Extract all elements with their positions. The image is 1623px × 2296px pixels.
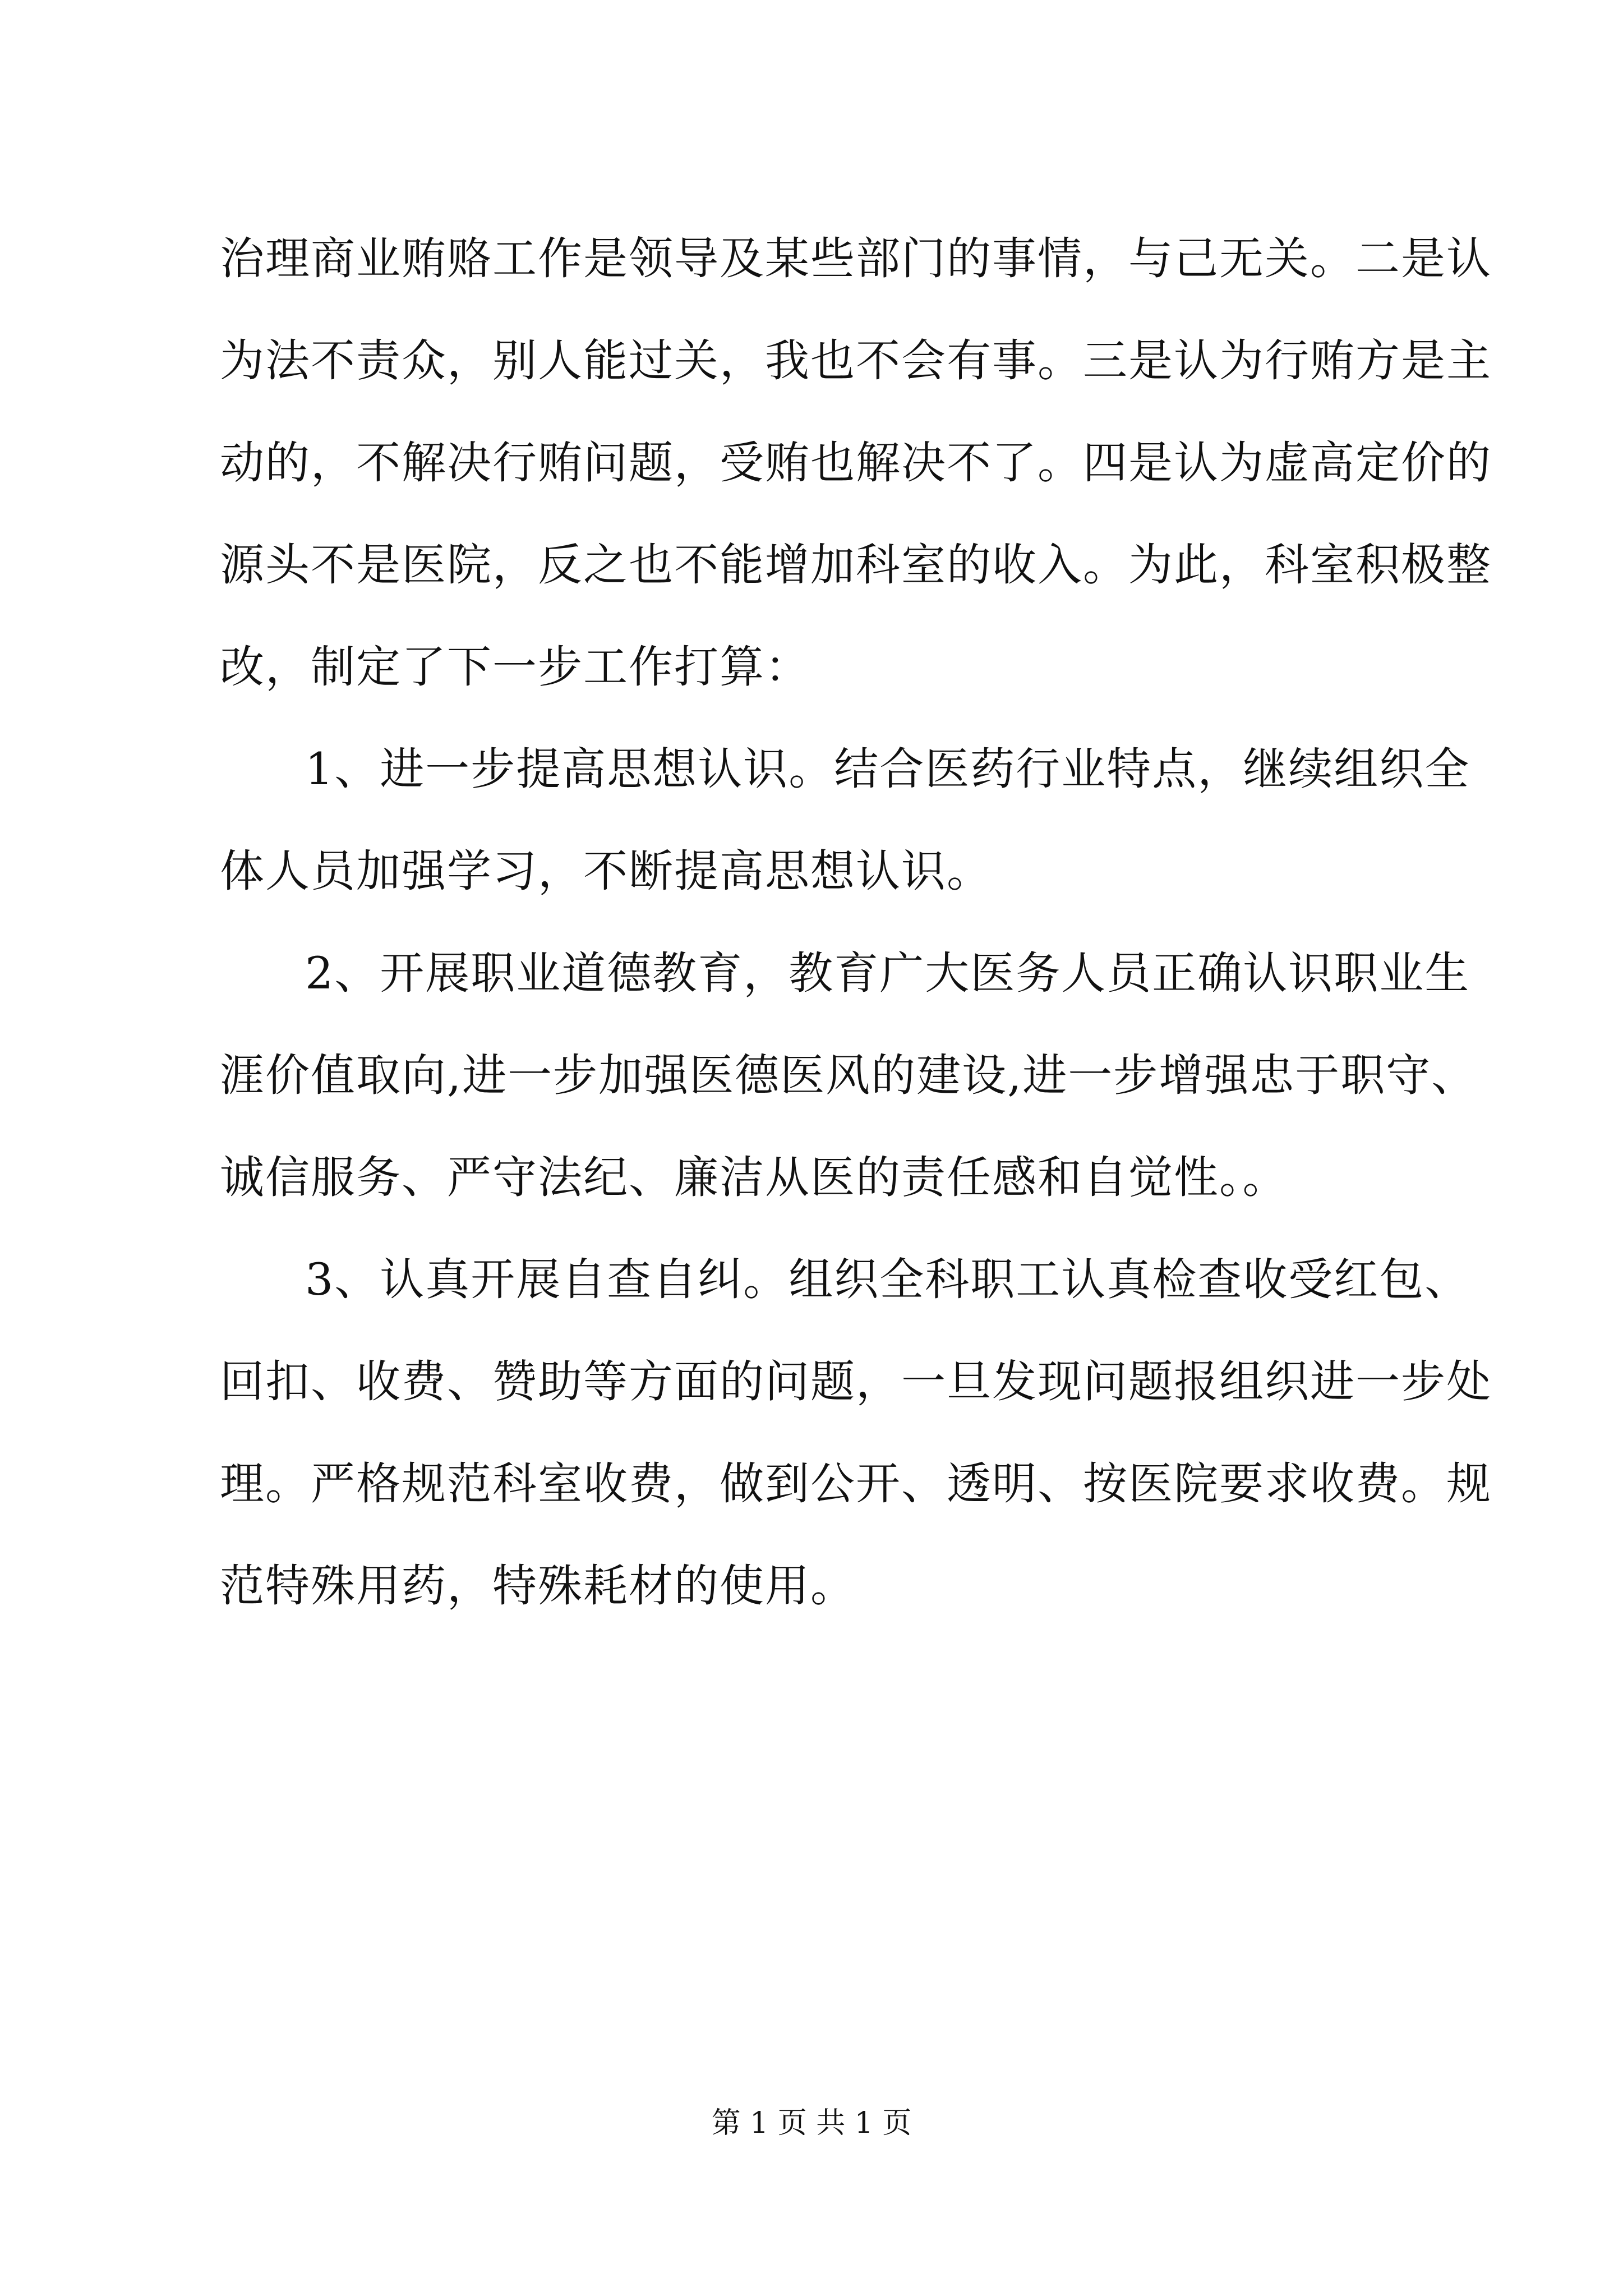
body-line: 3、认真开展自查自纠。组织全科职工认真检查收受红包、 (305, 1254, 1470, 1305)
body-line: 治理商业贿赂工作是领导及某些部门的事情，与己无关。二是认 (220, 233, 1492, 284)
body-line: 理。严格规范科室收费，做到公开、透明、按医院要求收费。规 (220, 1458, 1492, 1510)
body-line: 体人员加强学习，不断提高思想认识。 (220, 845, 992, 897)
body-line: 1、进一步提高思想认识。结合医药行业特点，继续组织全 (305, 743, 1470, 795)
body-line: 动的，不解决行贿问题，受贿也解决不了。四是认为虚高定价的 (220, 437, 1492, 489)
document-body (220, 233, 1492, 1662)
body-line: 回扣、收费、赞助等方面的问题，一旦发现问题报组织进一步处 (220, 1356, 1492, 1407)
body-line: 改，制定了下一步工作打算： (220, 641, 810, 693)
body-line: 2、开展职业道德教育，教育广大医务人员正确认识职业生 (305, 947, 1470, 999)
body-line: 诚信服务、严守法纪、廉洁从医的责任感和自觉性。。 (220, 1152, 1288, 1203)
page-footer: 第 1 页 共 1 页 (711, 2106, 912, 2140)
body-line: 源头不是医院，反之也不能增加科室的收入。为此，科室积极整 (220, 539, 1492, 591)
body-line: 范特殊用药，特殊耗材的使用。 (220, 1560, 856, 1612)
body-line: 涯价值取向,进一步加强医德医风的建设,进一步增强忠于职守、 (220, 1050, 1477, 1101)
body-line: 为法不责众，别人能过关，我也不会有事。三是认为行贿方是主 (220, 335, 1492, 386)
